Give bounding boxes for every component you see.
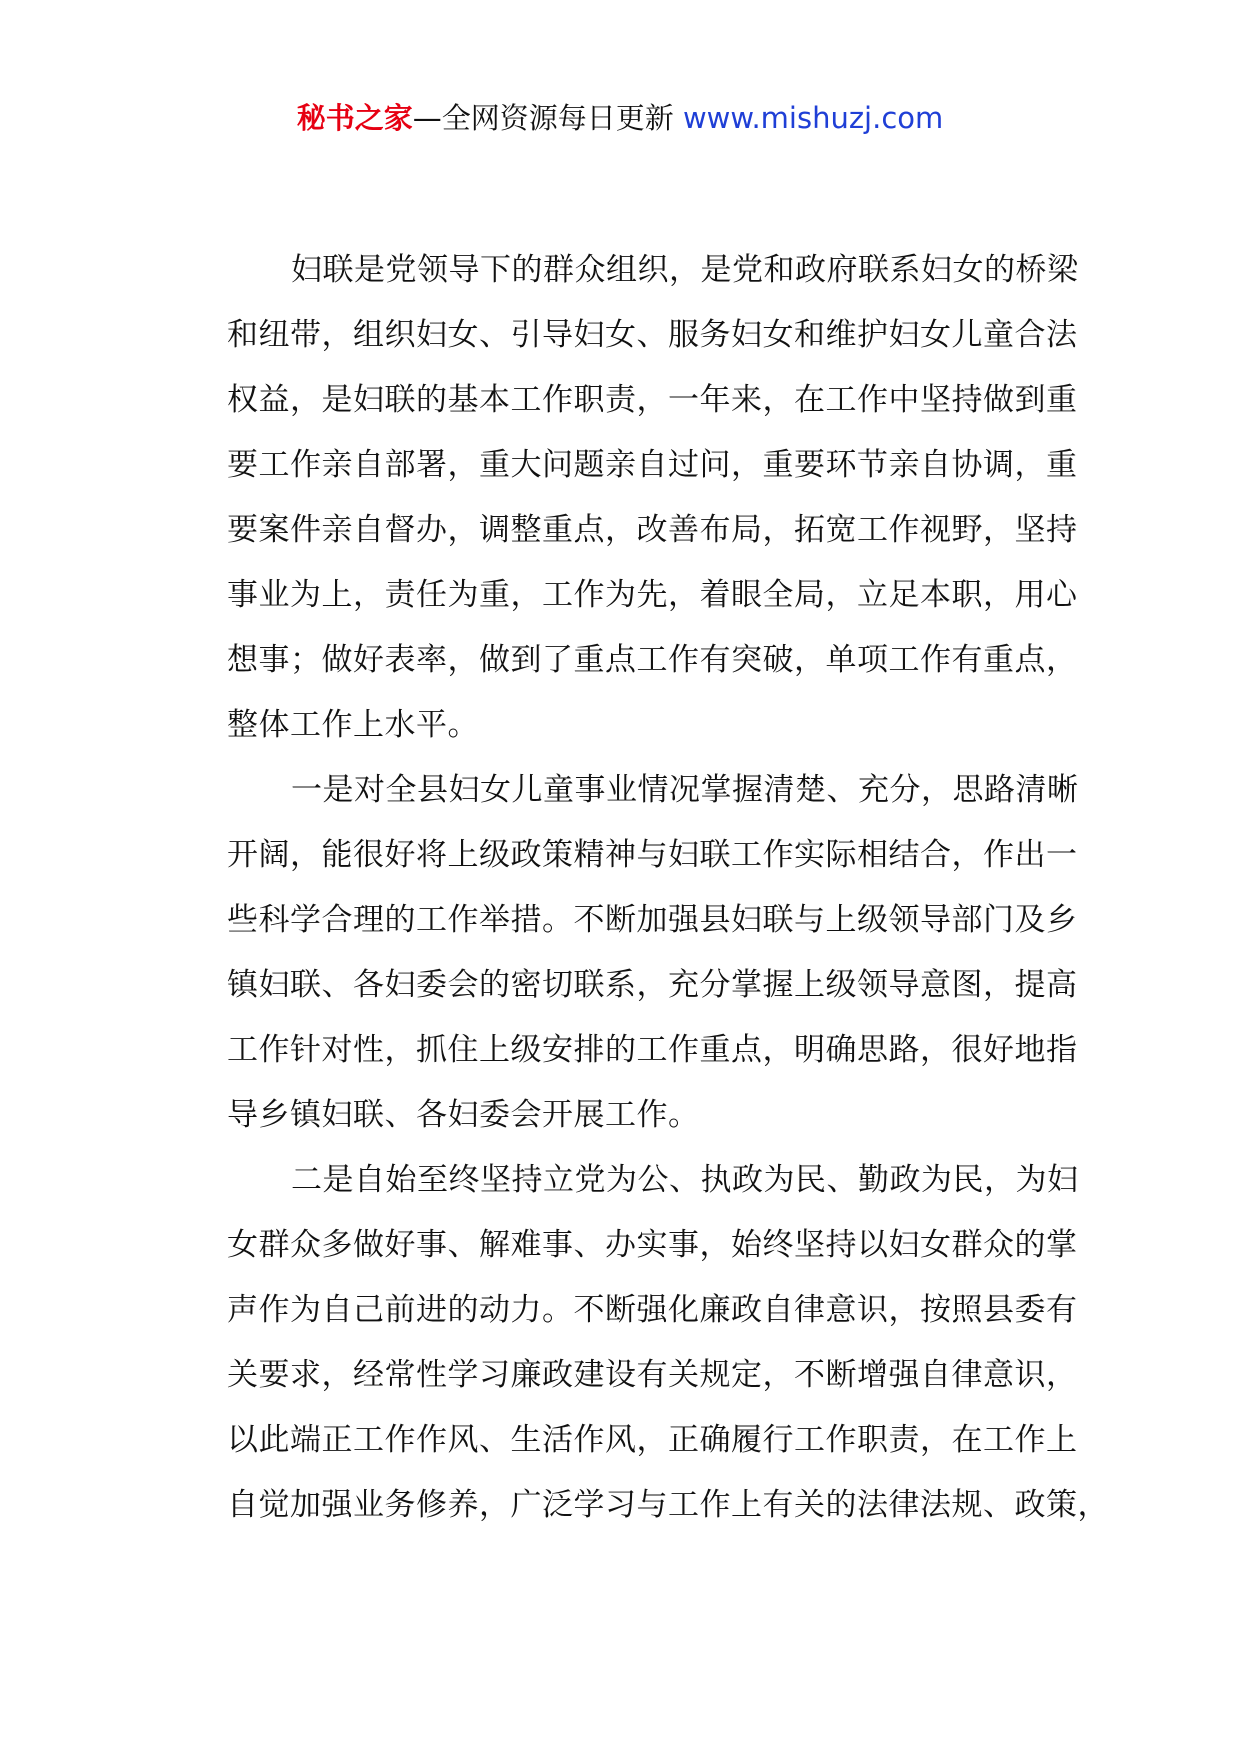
paragraph-line: 开阔，能很好将上级政策精神与妇联工作实际相结合，作出一: [227, 837, 1078, 873]
header-url-link[interactable]: www.mishuzj.com: [682, 101, 944, 135]
paragraph-line: 女群众多做好事、解难事、办实事，始终坚持以妇女群众的掌: [227, 1227, 1078, 1263]
paragraph-line: 声作为自己前进的动力。不断强化廉政自律意识，按照县委有: [227, 1292, 1078, 1328]
paragraph-line: 事业为上，责任为重，工作为先，着眼全局，立足本职，用心: [227, 577, 1078, 613]
paragraph-line: 自觉加强业务修养，广泛学习与工作上有关的法律法规、政策，: [227, 1487, 1109, 1523]
paragraph-line: 要工作亲自部署，重大问题亲自过问，重要环节亲自协调，重: [227, 447, 1078, 483]
paragraph-line: 镇妇联、各妇委会的密切联系，充分掌握上级领导意图，提高: [227, 967, 1078, 1003]
paragraph-3: [165, 1148, 1109, 1538]
paragraph-line: 要案件亲自督办，调整重点，改善布局，拓宽工作视野，坚持: [227, 512, 1078, 548]
paragraph-line: 妇联是党领导下的群众组织，是党和政府联系妇女的桥梁: [291, 252, 1079, 288]
paragraph-2: [165, 758, 1085, 1148]
document-body: [165, 238, 1109, 1538]
paragraph-line: 二是自始至终坚持立党为公、执政为民、勤政为民，为妇: [291, 1162, 1079, 1198]
paragraph-line: 以此端正工作作风、生活作风，正确履行工作职责，在工作上: [227, 1422, 1078, 1458]
page-header: [0, 98, 1240, 138]
paragraph-line: 工作针对性，抓住上级安排的工作重点，明确思路，很好地指: [227, 1032, 1078, 1068]
paragraph-line: 权益，是妇联的基本工作职责，一年来，在工作中坚持做到重: [227, 382, 1078, 418]
header-tagline: —全网资源每日更新: [412, 101, 683, 135]
paragraph-line: 关要求，经常性学习廉政建设有关规定，不断增强自律意识，: [227, 1357, 1078, 1393]
header-brand: 秘书之家: [296, 101, 413, 135]
paragraph-line: 想事；做好表率，做到了重点工作有突破，单项工作有重点，: [227, 642, 1078, 678]
paragraph-line: 整体工作上水平。: [227, 707, 479, 743]
paragraph-1: [165, 238, 1085, 758]
paragraph-line: 一是对全县妇女儿童事业情况掌握清楚、充分，思路清晰: [291, 772, 1079, 808]
paragraph-line: 和纽带，组织妇女、引导妇女、服务妇女和维护妇女儿童合法: [227, 317, 1078, 353]
paragraph-line: 导乡镇妇联、各妇委会开展工作。: [227, 1097, 700, 1133]
paragraph-line: 些科学合理的工作举措。不断加强县妇联与上级领导部门及乡: [227, 902, 1078, 938]
